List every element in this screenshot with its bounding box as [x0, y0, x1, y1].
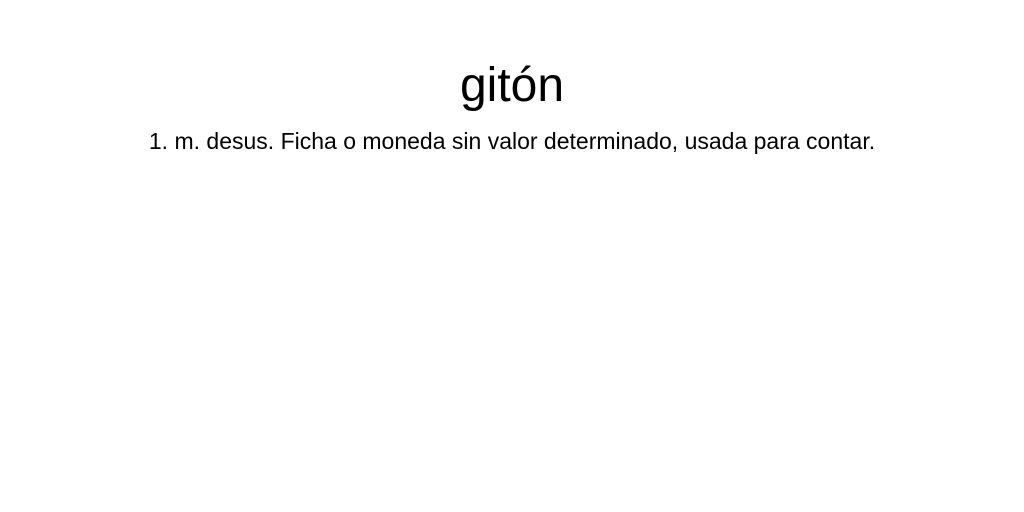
- usage-label: desus.: [206, 128, 275, 154]
- definition-line: [0, 125, 1024, 157]
- definition-gloss: Ficha o moneda sin valor determinado, usada para contar.: [280, 128, 876, 154]
- dictionary-entry: [0, 56, 1024, 157]
- grammar-label: m.: [174, 128, 201, 154]
- sense-number: 1.: [148, 128, 169, 154]
- headword: gitón: [459, 59, 565, 112]
